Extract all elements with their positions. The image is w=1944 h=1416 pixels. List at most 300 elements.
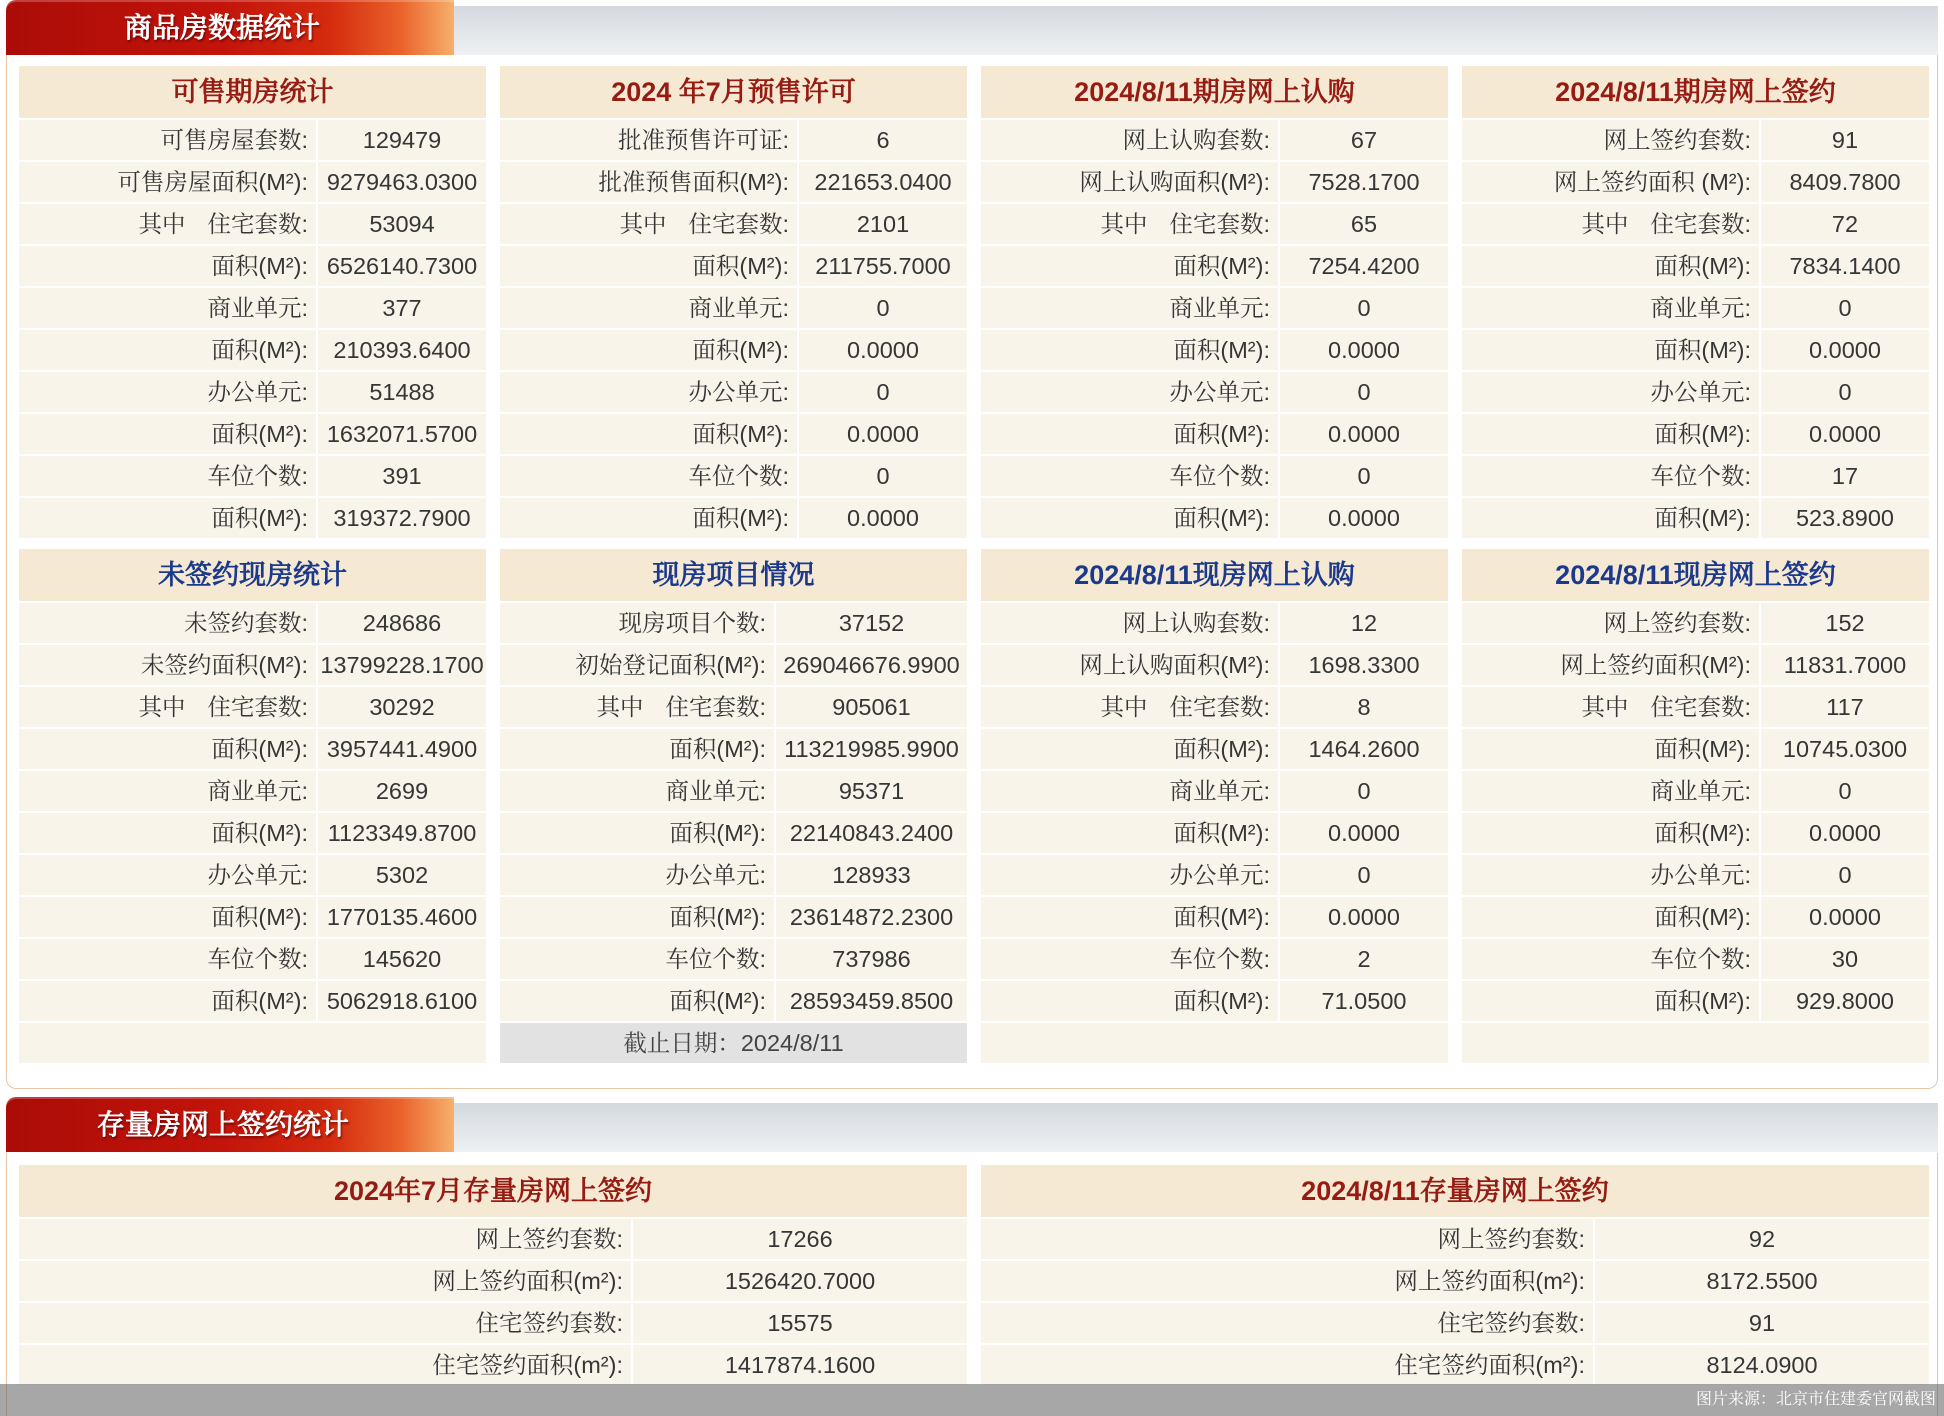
stat-row bbox=[1462, 370, 1929, 412]
stat-row bbox=[19, 1259, 967, 1301]
stat-row bbox=[981, 1301, 1929, 1343]
stat-row bbox=[500, 328, 967, 370]
stat-row bbox=[500, 370, 967, 412]
stat-row bbox=[981, 1343, 1929, 1385]
row-value: 391 bbox=[318, 456, 486, 496]
row-value: 7834.1400 bbox=[1761, 246, 1929, 286]
stat-row bbox=[1462, 937, 1929, 979]
row-label-text: 未签约套数: bbox=[183, 610, 308, 636]
stat-row bbox=[500, 412, 967, 454]
stat-table bbox=[981, 66, 1448, 538]
row-label bbox=[500, 330, 797, 370]
row-label bbox=[981, 897, 1278, 937]
row-label-text: 面积(M²): bbox=[1173, 988, 1270, 1014]
row-value: 28593459.8500 bbox=[776, 981, 967, 1021]
row-label-text: 面积(M²): bbox=[1173, 421, 1270, 447]
row-label bbox=[500, 897, 774, 937]
row-label bbox=[1462, 813, 1759, 853]
row-label bbox=[19, 1345, 631, 1385]
stat-row bbox=[981, 202, 1448, 244]
row-value: 0 bbox=[1280, 288, 1448, 328]
stat-row bbox=[19, 1217, 967, 1259]
stat-row bbox=[500, 244, 967, 286]
stat-row bbox=[500, 454, 967, 496]
stat-row bbox=[500, 685, 967, 727]
row-value: 929.8000 bbox=[1761, 981, 1929, 1021]
stat-table-title: 可售期房统计 bbox=[19, 66, 486, 118]
row-label-text: 车位个数: bbox=[1169, 946, 1270, 972]
row-label-prefix: 其中 bbox=[138, 211, 186, 237]
row-label bbox=[500, 771, 774, 811]
stat-row bbox=[981, 685, 1448, 727]
row-label-text: 住宅签约套数: bbox=[475, 1310, 623, 1336]
row-value: 377 bbox=[318, 288, 486, 328]
stat-table-title: 2024/8/11期房网上签约 bbox=[1462, 66, 1929, 118]
row-value: 15575 bbox=[633, 1303, 967, 1343]
stat-row bbox=[981, 769, 1448, 811]
row-label-text: 网上认购面积(M²): bbox=[1079, 652, 1270, 678]
row-value: 905061 bbox=[776, 687, 967, 727]
row-label bbox=[981, 372, 1278, 412]
row-label bbox=[981, 603, 1278, 643]
row-value: 51488 bbox=[318, 372, 486, 412]
stat-row bbox=[981, 895, 1448, 937]
stat-row bbox=[19, 895, 486, 937]
section-header-bar bbox=[454, 6, 1938, 55]
stat-row bbox=[19, 853, 486, 895]
stat-table-title: 现房项目情况 bbox=[500, 549, 967, 601]
stat-row bbox=[981, 328, 1448, 370]
row-label-text: 车位个数: bbox=[1650, 946, 1751, 972]
row-label-text: 面积(M²): bbox=[1173, 253, 1270, 279]
stat-row bbox=[19, 412, 486, 454]
row-label-text: 可售房屋套数: bbox=[160, 127, 308, 153]
row-label-text: 车位个数: bbox=[207, 946, 308, 972]
row-value: 0.0000 bbox=[1280, 330, 1448, 370]
stat-row bbox=[500, 895, 967, 937]
row-label-text: 车位个数: bbox=[1169, 463, 1270, 489]
row-label-text: 面积(M²): bbox=[1654, 253, 1751, 279]
row-value: 2699 bbox=[318, 771, 486, 811]
row-value: 91 bbox=[1761, 120, 1929, 160]
row-label-text: 网上签约面积(M²): bbox=[1560, 652, 1751, 678]
row-label bbox=[1462, 288, 1759, 328]
row-label-text: 车位个数: bbox=[688, 463, 789, 489]
row-label-text: 面积(M²): bbox=[211, 736, 308, 762]
stat-row bbox=[19, 118, 486, 160]
row-label-text: 面积(M²): bbox=[1654, 988, 1751, 1014]
row-label-text: 网上认购面积(M²): bbox=[1079, 169, 1270, 195]
section-title-tab: 存量房网上签约统计 bbox=[6, 1097, 454, 1152]
row-label-text: 网上签约套数: bbox=[1603, 610, 1751, 636]
row-label-text: 面积(M²): bbox=[692, 421, 789, 447]
row-label-text: 网上认购套数: bbox=[1122, 127, 1270, 153]
row-value: 0.0000 bbox=[799, 414, 967, 454]
row-label-text: 面积(M²): bbox=[1654, 904, 1751, 930]
row-label bbox=[500, 813, 774, 853]
row-label bbox=[1462, 456, 1759, 496]
row-value: 72 bbox=[1761, 204, 1929, 244]
row-value: 0 bbox=[799, 456, 967, 496]
row-label bbox=[500, 372, 797, 412]
row-label bbox=[981, 204, 1278, 244]
row-label-prefix: 其中 bbox=[1581, 211, 1629, 237]
row-label bbox=[19, 939, 316, 979]
row-label-text: 商业单元: bbox=[1650, 778, 1751, 804]
row-label bbox=[500, 162, 797, 202]
stat-row bbox=[19, 1301, 967, 1343]
row-label-text: 面积(M²): bbox=[1654, 820, 1751, 846]
row-value: 1526420.7000 bbox=[633, 1261, 967, 1301]
row-label bbox=[19, 1219, 631, 1259]
row-label-text: 车位个数: bbox=[665, 946, 766, 972]
stat-table bbox=[1462, 66, 1929, 538]
row-label-text: 车位个数: bbox=[207, 463, 308, 489]
row-label-prefix: 其中 bbox=[138, 694, 186, 720]
row-label bbox=[981, 162, 1278, 202]
row-label-text: 住宅套数: bbox=[1650, 211, 1751, 237]
stat-row bbox=[500, 979, 967, 1021]
row-label-text: 面积(M²): bbox=[1654, 421, 1751, 447]
stat-row bbox=[981, 811, 1448, 853]
row-value: 248686 bbox=[318, 603, 486, 643]
row-label-text: 住宅签约面积(m²): bbox=[432, 1352, 623, 1378]
row-label-text: 面积(M²): bbox=[692, 505, 789, 531]
row-value: 30292 bbox=[318, 687, 486, 727]
row-value: 2101 bbox=[799, 204, 967, 244]
row-label-text: 商业单元: bbox=[1169, 778, 1270, 804]
row-value: 221653.0400 bbox=[799, 162, 967, 202]
stat-row bbox=[19, 328, 486, 370]
row-label bbox=[1462, 687, 1759, 727]
row-label-text: 面积(M²): bbox=[1654, 337, 1751, 363]
row-value: 0 bbox=[1761, 288, 1929, 328]
stat-row bbox=[1462, 286, 1929, 328]
row-label bbox=[19, 603, 316, 643]
section-header bbox=[6, 0, 1938, 55]
row-value: 13799228.1700 bbox=[318, 645, 486, 685]
row-value: 129479 bbox=[318, 120, 486, 160]
row-value: 1464.2600 bbox=[1280, 729, 1448, 769]
stat-row bbox=[19, 496, 486, 538]
row-label-text: 住宅套数: bbox=[207, 211, 308, 237]
row-label bbox=[19, 1303, 631, 1343]
row-label-text: 批准预售面积(M²): bbox=[598, 169, 789, 195]
empty-cell bbox=[981, 1023, 1448, 1063]
row-label-prefix: 其中 bbox=[619, 211, 667, 237]
row-label bbox=[981, 1219, 1593, 1259]
row-label bbox=[1462, 498, 1759, 538]
row-value: 1123349.8700 bbox=[318, 813, 486, 853]
stat-row bbox=[1462, 895, 1929, 937]
stat-row bbox=[19, 685, 486, 727]
row-label bbox=[500, 729, 774, 769]
row-value: 92 bbox=[1595, 1219, 1929, 1259]
stat-row bbox=[19, 370, 486, 412]
row-label-text: 面积(M²): bbox=[1173, 904, 1270, 930]
row-label bbox=[19, 120, 316, 160]
row-label bbox=[1462, 729, 1759, 769]
stat-table-title: 2024 年7月预售许可 bbox=[500, 66, 967, 118]
row-value: 71.0500 bbox=[1280, 981, 1448, 1021]
row-value: 0 bbox=[1280, 771, 1448, 811]
row-label bbox=[981, 120, 1278, 160]
row-value: 7528.1700 bbox=[1280, 162, 1448, 202]
row-label bbox=[981, 939, 1278, 979]
row-value: 0.0000 bbox=[1280, 897, 1448, 937]
stat-row bbox=[981, 412, 1448, 454]
stat-row bbox=[1462, 811, 1929, 853]
stat-row bbox=[19, 811, 486, 853]
row-label bbox=[981, 498, 1278, 538]
row-value: 523.8900 bbox=[1761, 498, 1929, 538]
row-label bbox=[500, 498, 797, 538]
row-value: 3957441.4900 bbox=[318, 729, 486, 769]
row-label-text: 网上签约套数: bbox=[1603, 127, 1751, 153]
stat-row bbox=[1462, 328, 1929, 370]
stat-row bbox=[500, 601, 967, 643]
row-label bbox=[1462, 855, 1759, 895]
row-value: 1770135.4600 bbox=[318, 897, 486, 937]
row-label-text: 网上签约套数: bbox=[1437, 1226, 1585, 1252]
stat-row bbox=[1462, 202, 1929, 244]
row-label-text: 面积(M²): bbox=[1173, 736, 1270, 762]
row-label bbox=[981, 330, 1278, 370]
row-value: 0 bbox=[799, 288, 967, 328]
row-label bbox=[1462, 162, 1759, 202]
stat-row bbox=[1462, 160, 1929, 202]
row-label-text: 商业单元: bbox=[207, 778, 308, 804]
row-value: 0.0000 bbox=[1761, 897, 1929, 937]
row-label-text: 面积(M²): bbox=[211, 988, 308, 1014]
row-value: 17 bbox=[1761, 456, 1929, 496]
stat-row bbox=[1462, 769, 1929, 811]
row-label-text: 面积(M²): bbox=[211, 505, 308, 531]
row-value: 9279463.0300 bbox=[318, 162, 486, 202]
row-label bbox=[19, 246, 316, 286]
stat-row bbox=[1462, 643, 1929, 685]
row-value: 0 bbox=[1761, 771, 1929, 811]
row-value: 1417874.1600 bbox=[633, 1345, 967, 1385]
row-label-text: 初始登记面积(M²): bbox=[575, 652, 766, 678]
stat-row bbox=[981, 937, 1448, 979]
row-label bbox=[1462, 771, 1759, 811]
row-label-text: 面积(M²): bbox=[1654, 736, 1751, 762]
stat-row bbox=[500, 118, 967, 160]
stat-table bbox=[1462, 549, 1929, 1063]
stat-row bbox=[1462, 979, 1929, 1021]
row-value: 211755.7000 bbox=[799, 246, 967, 286]
row-value: 737986 bbox=[776, 939, 967, 979]
row-label-text: 网上签约面积(m²): bbox=[1394, 1268, 1585, 1294]
section-header bbox=[6, 1097, 1938, 1152]
row-value: 128933 bbox=[776, 855, 967, 895]
row-label-text: 网上签约套数: bbox=[475, 1226, 623, 1252]
row-label bbox=[500, 414, 797, 454]
stat-table bbox=[981, 1165, 1929, 1385]
row-value: 0.0000 bbox=[799, 330, 967, 370]
stat-row bbox=[19, 1021, 486, 1063]
stat-row bbox=[981, 244, 1448, 286]
row-label-text: 商业单元: bbox=[1169, 295, 1270, 321]
row-label bbox=[1462, 330, 1759, 370]
stat-table bbox=[19, 549, 486, 1063]
row-value: 0 bbox=[799, 372, 967, 412]
row-label bbox=[19, 1261, 631, 1301]
stat-row bbox=[19, 937, 486, 979]
row-label-text: 办公单元: bbox=[207, 379, 308, 405]
row-value: 12 bbox=[1280, 603, 1448, 643]
row-value: 91 bbox=[1595, 1303, 1929, 1343]
stat-row bbox=[981, 160, 1448, 202]
row-label-text: 面积(M²): bbox=[211, 820, 308, 846]
row-label-text: 办公单元: bbox=[665, 862, 766, 888]
stat-row bbox=[19, 244, 486, 286]
row-value: 152 bbox=[1761, 603, 1929, 643]
stat-row bbox=[500, 769, 967, 811]
stat-row bbox=[981, 979, 1448, 1021]
row-label bbox=[19, 855, 316, 895]
row-label bbox=[19, 771, 316, 811]
row-label-text: 面积(M²): bbox=[211, 253, 308, 279]
stat-row bbox=[981, 643, 1448, 685]
stat-row bbox=[1462, 412, 1929, 454]
stat-row bbox=[19, 160, 486, 202]
row-label-text: 住宅签约套数: bbox=[1437, 1310, 1585, 1336]
row-label-text: 面积(M²): bbox=[1654, 505, 1751, 531]
row-label-prefix: 其中 bbox=[596, 694, 644, 720]
row-label bbox=[981, 1345, 1593, 1385]
stat-table-title: 2024/8/11现房网上认购 bbox=[981, 549, 1448, 601]
row-value: 67 bbox=[1280, 120, 1448, 160]
row-label-text: 可售房屋面积(M²): bbox=[117, 169, 308, 195]
row-value: 8172.5500 bbox=[1595, 1261, 1929, 1301]
row-label bbox=[1462, 372, 1759, 412]
row-value: 11831.7000 bbox=[1761, 645, 1929, 685]
row-value: 37152 bbox=[776, 603, 967, 643]
section-title-tab: 商品房数据统计 bbox=[6, 0, 454, 55]
row-value: 0.0000 bbox=[1280, 498, 1448, 538]
row-label-text: 住宅套数: bbox=[1650, 694, 1751, 720]
row-value: 23614872.2300 bbox=[776, 897, 967, 937]
row-label bbox=[19, 897, 316, 937]
row-value: 210393.6400 bbox=[318, 330, 486, 370]
row-value: 1632071.5700 bbox=[318, 414, 486, 454]
row-value: 269046676.9900 bbox=[776, 645, 967, 685]
row-label bbox=[981, 981, 1278, 1021]
row-value: 0 bbox=[1280, 855, 1448, 895]
row-value: 0.0000 bbox=[1761, 813, 1929, 853]
row-label bbox=[500, 855, 774, 895]
stat-row bbox=[981, 118, 1448, 160]
row-label bbox=[1462, 246, 1759, 286]
row-label bbox=[1462, 603, 1759, 643]
stat-row bbox=[1462, 727, 1929, 769]
row-label-text: 面积(M²): bbox=[1173, 820, 1270, 846]
stat-table bbox=[981, 549, 1448, 1063]
row-label bbox=[19, 288, 316, 328]
row-label bbox=[19, 204, 316, 244]
row-value: 117 bbox=[1761, 687, 1929, 727]
row-label-text: 面积(M²): bbox=[669, 736, 766, 762]
stat-row bbox=[500, 727, 967, 769]
row-value: 6 bbox=[799, 120, 967, 160]
row-value: 0 bbox=[1280, 372, 1448, 412]
row-label-text: 住宅签约面积(m²): bbox=[1394, 1352, 1585, 1378]
row-value: 8 bbox=[1280, 687, 1448, 727]
section-panel bbox=[6, 55, 1938, 1089]
row-value: 0.0000 bbox=[1761, 330, 1929, 370]
row-value: 0.0000 bbox=[1280, 414, 1448, 454]
row-label bbox=[500, 246, 797, 286]
row-label-text: 商业单元: bbox=[688, 295, 789, 321]
row-label-text: 网上签约面积 (M²): bbox=[1553, 169, 1751, 195]
row-value: 319372.7900 bbox=[318, 498, 486, 538]
row-value: 17266 bbox=[633, 1219, 967, 1259]
row-label-text: 现房项目个数: bbox=[618, 610, 766, 636]
row-label bbox=[500, 120, 797, 160]
stat-row bbox=[981, 454, 1448, 496]
row-label-text: 网上签约面积(m²): bbox=[432, 1268, 623, 1294]
row-label bbox=[981, 771, 1278, 811]
row-label-text: 商业单元: bbox=[207, 295, 308, 321]
row-label-text: 面积(M²): bbox=[692, 337, 789, 363]
row-label-text: 住宅套数: bbox=[665, 694, 766, 720]
row-label bbox=[1462, 981, 1759, 1021]
cutoff-date-note: 截止日期：2024/8/11 bbox=[500, 1023, 967, 1063]
stat-row bbox=[500, 811, 967, 853]
section-header-bar bbox=[454, 1103, 1938, 1152]
stat-row bbox=[500, 160, 967, 202]
row-label bbox=[981, 813, 1278, 853]
row-label bbox=[500, 939, 774, 979]
row-value: 30 bbox=[1761, 939, 1929, 979]
row-label-text: 办公单元: bbox=[1169, 379, 1270, 405]
row-label-text: 住宅套数: bbox=[1169, 211, 1270, 237]
section-panel bbox=[6, 1153, 1938, 1416]
row-value: 1698.3300 bbox=[1280, 645, 1448, 685]
stat-row bbox=[981, 496, 1448, 538]
row-value: 113219985.9900 bbox=[776, 729, 967, 769]
image-source-note: 图片来源：北京市住建委官网截图 bbox=[0, 1384, 1944, 1416]
row-label-text: 批准预售许可证: bbox=[617, 127, 789, 153]
stat-row bbox=[981, 727, 1448, 769]
row-value: 10745.0300 bbox=[1761, 729, 1929, 769]
stat-row bbox=[981, 601, 1448, 643]
row-label bbox=[500, 204, 797, 244]
row-label-text: 面积(M²): bbox=[211, 904, 308, 930]
row-value: 0.0000 bbox=[1761, 414, 1929, 454]
row-label bbox=[19, 162, 316, 202]
row-value: 0.0000 bbox=[1280, 813, 1448, 853]
row-value: 0.0000 bbox=[799, 498, 967, 538]
row-label bbox=[500, 981, 774, 1021]
stat-row bbox=[19, 727, 486, 769]
row-value: 0 bbox=[1280, 456, 1448, 496]
row-label bbox=[1462, 939, 1759, 979]
row-label bbox=[981, 1303, 1593, 1343]
row-label-text: 未签约面积(M²): bbox=[140, 652, 308, 678]
row-label-text: 车位个数: bbox=[1650, 463, 1751, 489]
row-label bbox=[981, 729, 1278, 769]
stat-row bbox=[19, 454, 486, 496]
stat-table-title: 未签约现房统计 bbox=[19, 549, 486, 601]
row-value: 8409.7800 bbox=[1761, 162, 1929, 202]
row-label-text: 面积(M²): bbox=[211, 421, 308, 447]
stat-row bbox=[19, 769, 486, 811]
row-label bbox=[19, 372, 316, 412]
row-label-text: 面积(M²): bbox=[669, 820, 766, 846]
